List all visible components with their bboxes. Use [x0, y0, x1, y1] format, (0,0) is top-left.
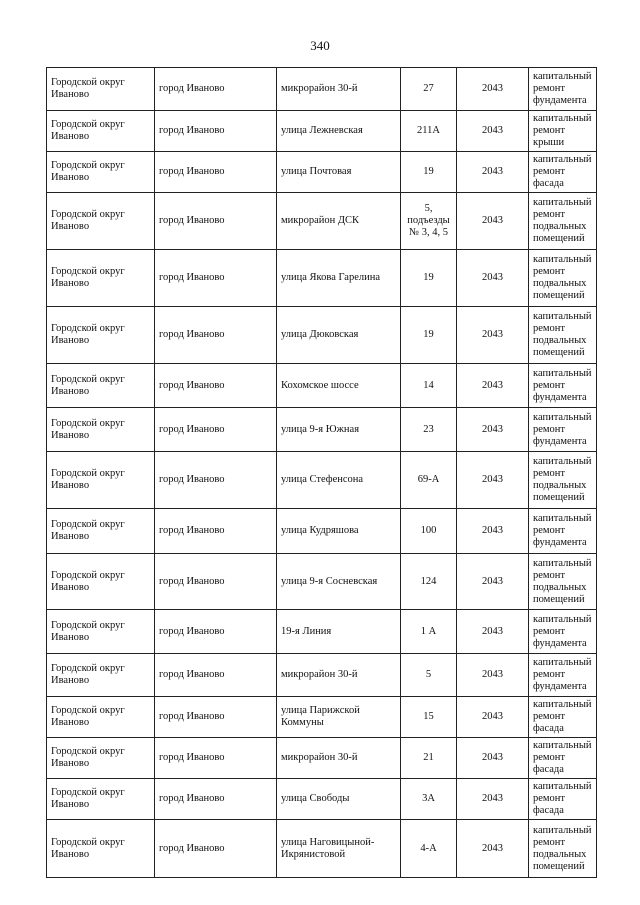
street-cell: микрорайон 30-й: [277, 738, 401, 779]
table-row: [47, 820, 597, 878]
table-row: [47, 738, 597, 779]
street-cell: микрорайон ДСК: [277, 193, 401, 250]
table-row: [47, 509, 597, 554]
year-cell: 2043: [457, 364, 529, 408]
house-number-cell: 14: [401, 364, 457, 408]
year-cell: 2043: [457, 452, 529, 509]
house-number-cell: 5, подъезды № 3, 4, 5: [401, 193, 457, 250]
district-cell: Городской округ Иваново: [47, 193, 155, 250]
house-number-cell: 23: [401, 408, 457, 452]
district-cell: Городской округ Иваново: [47, 738, 155, 779]
street-cell: улица 9-я Сосневская: [277, 554, 401, 610]
work-type-cell: капитальный ремонт подвальных помещений: [529, 554, 597, 610]
year-cell: 2043: [457, 610, 529, 654]
house-number-cell: 27: [401, 68, 457, 111]
year-cell: 2043: [457, 554, 529, 610]
year-cell: 2043: [457, 779, 529, 820]
house-number-cell: 69-А: [401, 452, 457, 509]
house-number-cell: 100: [401, 509, 457, 554]
table-row: [47, 779, 597, 820]
year-cell: 2043: [457, 111, 529, 152]
table-row: [47, 697, 597, 738]
district-cell: Городской округ Иваново: [47, 509, 155, 554]
work-type-cell: капитальный ремонт подвальных помещений: [529, 250, 597, 307]
city-cell: город Иваново: [155, 654, 277, 697]
district-cell: Городской округ Иваново: [47, 554, 155, 610]
district-cell: Городской округ Иваново: [47, 250, 155, 307]
table-row: [47, 193, 597, 250]
repair-registry-table: [46, 67, 597, 878]
year-cell: 2043: [457, 68, 529, 111]
year-cell: 2043: [457, 820, 529, 878]
city-cell: город Иваново: [155, 408, 277, 452]
district-cell: Городской округ Иваново: [47, 452, 155, 509]
work-type-cell: капитальный ремонт подвальных помещений: [529, 452, 597, 509]
house-number-cell: 19: [401, 250, 457, 307]
city-cell: город Иваново: [155, 554, 277, 610]
year-cell: 2043: [457, 738, 529, 779]
house-number-cell: 211А: [401, 111, 457, 152]
table-row: [47, 452, 597, 509]
city-cell: город Иваново: [155, 779, 277, 820]
district-cell: Городской округ Иваново: [47, 654, 155, 697]
street-cell: 19-я Линия: [277, 610, 401, 654]
street-cell: микрорайон 30-й: [277, 654, 401, 697]
table-row: [47, 364, 597, 408]
table-row: [47, 152, 597, 193]
table-row: [47, 111, 597, 152]
house-number-cell: 124: [401, 554, 457, 610]
city-cell: город Иваново: [155, 111, 277, 152]
street-cell: улица Стефенсона: [277, 452, 401, 509]
street-cell: улица Свободы: [277, 779, 401, 820]
work-type-cell: капитальный ремонт фасада: [529, 779, 597, 820]
year-cell: 2043: [457, 654, 529, 697]
table-row: [47, 68, 597, 111]
work-type-cell: капитальный ремонт фасада: [529, 738, 597, 779]
table-row: [47, 408, 597, 452]
district-cell: Городской округ Иваново: [47, 610, 155, 654]
district-cell: Городской округ Иваново: [47, 364, 155, 408]
street-cell: улица Дюковская: [277, 307, 401, 364]
work-type-cell: капитальный ремонт подвальных помещений: [529, 307, 597, 364]
city-cell: город Иваново: [155, 452, 277, 509]
work-type-cell: капитальный ремонт подвальных помещений: [529, 820, 597, 878]
year-cell: 2043: [457, 250, 529, 307]
work-type-cell: капитальный ремонт фундамента: [529, 610, 597, 654]
district-cell: Городской округ Иваново: [47, 820, 155, 878]
table-row: [47, 654, 597, 697]
street-cell: улица Якова Гарелина: [277, 250, 401, 307]
year-cell: 2043: [457, 193, 529, 250]
table-row: [47, 610, 597, 654]
city-cell: город Иваново: [155, 68, 277, 111]
work-type-cell: капитальный ремонт подвальных помещений: [529, 193, 597, 250]
district-cell: Городской округ Иваново: [47, 68, 155, 111]
house-number-cell: 1 А: [401, 610, 457, 654]
city-cell: город Иваново: [155, 152, 277, 193]
year-cell: 2043: [457, 152, 529, 193]
work-type-cell: капитальный ремонт фасада: [529, 152, 597, 193]
city-cell: город Иваново: [155, 509, 277, 554]
district-cell: Городской округ Иваново: [47, 307, 155, 364]
year-cell: 2043: [457, 697, 529, 738]
city-cell: город Иваново: [155, 193, 277, 250]
city-cell: город Иваново: [155, 820, 277, 878]
work-type-cell: капитальный ремонт крыши: [529, 111, 597, 152]
district-cell: Городской округ Иваново: [47, 408, 155, 452]
year-cell: 2043: [457, 509, 529, 554]
house-number-cell: 19: [401, 307, 457, 364]
work-type-cell: капитальный ремонт фундамента: [529, 408, 597, 452]
city-cell: город Иваново: [155, 250, 277, 307]
table-row: [47, 554, 597, 610]
city-cell: город Иваново: [155, 697, 277, 738]
city-cell: город Иваново: [155, 738, 277, 779]
work-type-cell: капитальный ремонт фасада: [529, 697, 597, 738]
work-type-cell: капитальный ремонт фундамента: [529, 654, 597, 697]
street-cell: улица Наговицыной-Икрянистовой: [277, 820, 401, 878]
district-cell: Городской округ Иваново: [47, 697, 155, 738]
street-cell: Кохомское шоссе: [277, 364, 401, 408]
work-type-cell: капитальный ремонт фундамента: [529, 509, 597, 554]
house-number-cell: 15: [401, 697, 457, 738]
street-cell: улица Парижской Коммуны: [277, 697, 401, 738]
street-cell: улица Кудряшова: [277, 509, 401, 554]
house-number-cell: 4-А: [401, 820, 457, 878]
city-cell: город Иваново: [155, 364, 277, 408]
year-cell: 2043: [457, 307, 529, 364]
street-cell: улица Почтовая: [277, 152, 401, 193]
page-number: 340: [310, 38, 330, 53]
street-cell: улица Лежневская: [277, 111, 401, 152]
street-cell: микрорайон 30-й: [277, 68, 401, 111]
district-cell: Городской округ Иваново: [47, 111, 155, 152]
table-row: [47, 250, 597, 307]
year-cell: 2043: [457, 408, 529, 452]
house-number-cell: 21: [401, 738, 457, 779]
work-type-cell: капитальный ремонт фундамента: [529, 68, 597, 111]
house-number-cell: 3А: [401, 779, 457, 820]
city-cell: город Иваново: [155, 610, 277, 654]
table-row: [47, 307, 597, 364]
street-cell: улица 9-я Южная: [277, 408, 401, 452]
house-number-cell: 5: [401, 654, 457, 697]
district-cell: Городской округ Иваново: [47, 152, 155, 193]
house-number-cell: 19: [401, 152, 457, 193]
work-type-cell: капитальный ремонт фундамента: [529, 364, 597, 408]
district-cell: Городской округ Иваново: [47, 779, 155, 820]
city-cell: город Иваново: [155, 307, 277, 364]
registry-body: [47, 68, 597, 878]
